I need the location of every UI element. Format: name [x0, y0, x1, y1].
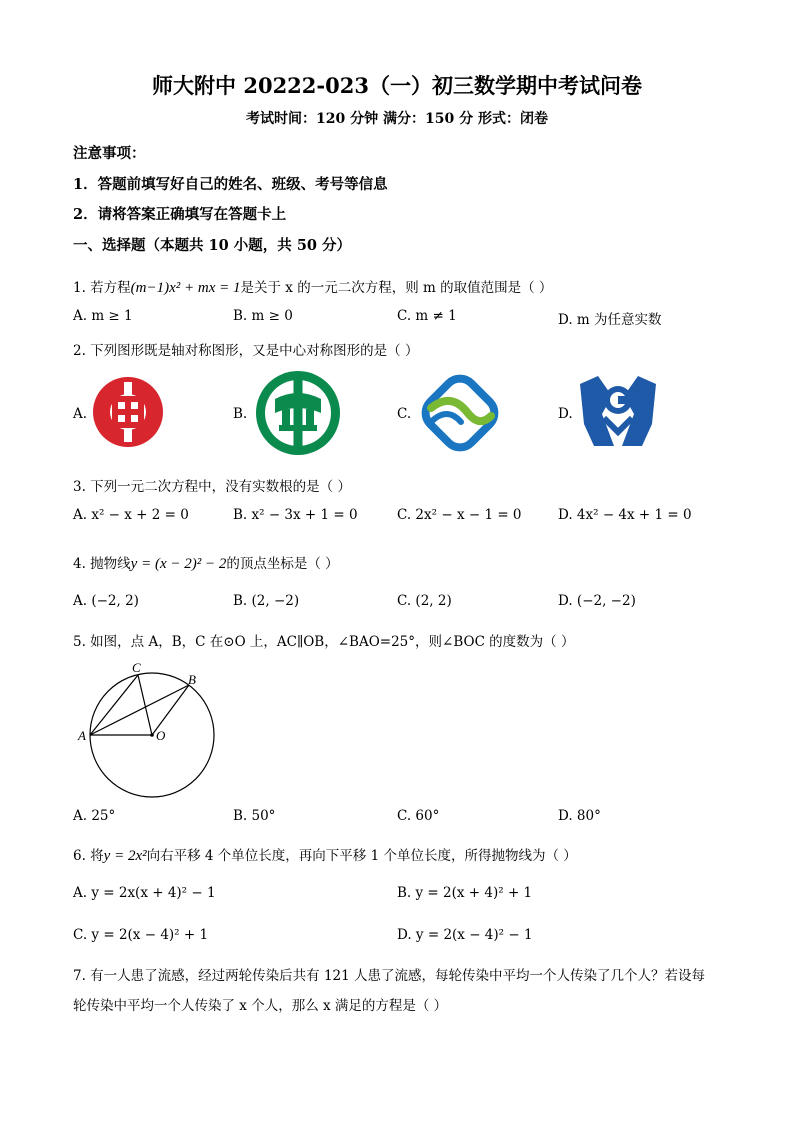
- label-a: A: [78, 728, 86, 743]
- note-item-1: 1．答题前填写好自己的姓名、班级、考号等信息: [73, 176, 388, 193]
- center-point: [150, 733, 154, 737]
- question-5: 5. 如图，点 A，B，C 在⊙O 上，AC∥OB，∠BAO=25°，则∠BOC 的度数为（ ）: [73, 634, 575, 650]
- q2-option-a[interactable]: A.: [73, 406, 88, 422]
- q5-option-d[interactable]: D. 80°: [558, 808, 601, 824]
- question-2: 2. 下列图形既是轴对称图形，又是中心对称图形的是（ ）: [73, 343, 419, 359]
- question-1-post: 是关于 x 的一元二次方程，则 m 的取值范围是（ ）: [240, 280, 553, 296]
- question-6-pre: 6. 将: [73, 848, 104, 864]
- question-4-pre: 4. 抛物线: [73, 556, 131, 572]
- q4-option-b[interactable]: B. (2, −2): [233, 593, 300, 609]
- question-4-equation: y = (x − 2)² − 2: [130, 556, 227, 572]
- question-1-equation: (m−1)x² + mx = 1: [130, 280, 241, 296]
- q4-option-c[interactable]: C. (2, 2): [397, 593, 452, 609]
- q4-option-d[interactable]: D. (−2, −2): [558, 593, 636, 609]
- question-1-pre: 1. 若方程: [73, 280, 131, 296]
- label-c: C: [132, 660, 141, 675]
- page-title: 师大附中 20222-023（一）初三数学期中考试问卷: [152, 73, 642, 98]
- q5-option-c[interactable]: C. 60°: [397, 808, 440, 824]
- q3-option-a[interactable]: A. x² − x + 2 = 0: [73, 507, 189, 523]
- question-6-post: 向右平移 4 个单位长度，再向下平移 1 个单位长度，所得抛物线为（ ）: [146, 848, 577, 864]
- q6-option-d[interactable]: D. y = 2(x − 4)² − 1: [397, 927, 533, 943]
- q2-option-d[interactable]: D.: [558, 406, 573, 422]
- note-item-2: 2．请将答案正确填写在答题卡上: [73, 206, 287, 223]
- notes-heading: 注意事项：: [73, 145, 146, 162]
- segment-ab: [90, 685, 189, 735]
- q1-option-a[interactable]: A. m ≥ 1: [73, 308, 133, 324]
- q2-option-b[interactable]: B.: [233, 406, 248, 422]
- circle-geometry-figure: [72, 660, 222, 805]
- q3-option-c[interactable]: C. 2x² − x − 1 = 0: [397, 507, 522, 523]
- question-6: [73, 844, 577, 865]
- q3-option-d[interactable]: D. 4x² − 4x + 1 = 0: [558, 507, 692, 523]
- question-4: [73, 552, 339, 573]
- label-b: B: [188, 672, 196, 687]
- question-3: 3. 下列一元二次方程中，没有实数根的是（ ）: [73, 479, 351, 495]
- q1-option-d[interactable]: D. m 为任意实数: [558, 312, 662, 328]
- exam-info: 考试时间：120 分钟 满分：150 分 形式：闭卷: [246, 111, 548, 127]
- q5-option-b[interactable]: B. 50°: [233, 808, 276, 824]
- q6-option-b[interactable]: B. y = 2(x + 4)² + 1: [397, 885, 533, 901]
- bank-logo-a: [92, 376, 164, 448]
- question-4-post: 的顶点坐标是（ ）: [226, 556, 339, 572]
- question-6-equation: y = 2x²: [103, 848, 147, 864]
- q3-option-b[interactable]: B. x² − 3x + 1 = 0: [233, 507, 358, 523]
- q2-option-c[interactable]: C.: [397, 406, 412, 422]
- bank-logo-d: [578, 374, 658, 450]
- q1-option-b[interactable]: B. m ≥ 0: [233, 308, 293, 324]
- q5-option-a[interactable]: A. 25°: [73, 808, 116, 824]
- bank-logo-b: [253, 369, 343, 457]
- question-1: [73, 276, 552, 297]
- telecom-logo-c: [417, 370, 503, 456]
- section-heading: 一、选择题（本题共 10 小题，共 50 分）: [73, 237, 352, 254]
- q6-option-a[interactable]: A. y = 2x(x + 4)² − 1: [73, 885, 216, 901]
- question-7-line-2: 轮传染中平均一个人传染了 x 个人，那么 x 满足的方程是（ ）: [73, 998, 448, 1014]
- q6-option-c[interactable]: C. y = 2(x − 4)² + 1: [73, 927, 209, 943]
- q1-option-c[interactable]: C. m ≠ 1: [397, 308, 457, 324]
- question-7-line-1: 7. 有一人患了流感，经过两轮传染后共有 121 人患了流感，每轮传染中平均一个人传染了几个人？若设每: [73, 968, 706, 984]
- label-o: O: [156, 728, 166, 743]
- q4-option-a[interactable]: A. (−2, 2): [73, 593, 139, 609]
